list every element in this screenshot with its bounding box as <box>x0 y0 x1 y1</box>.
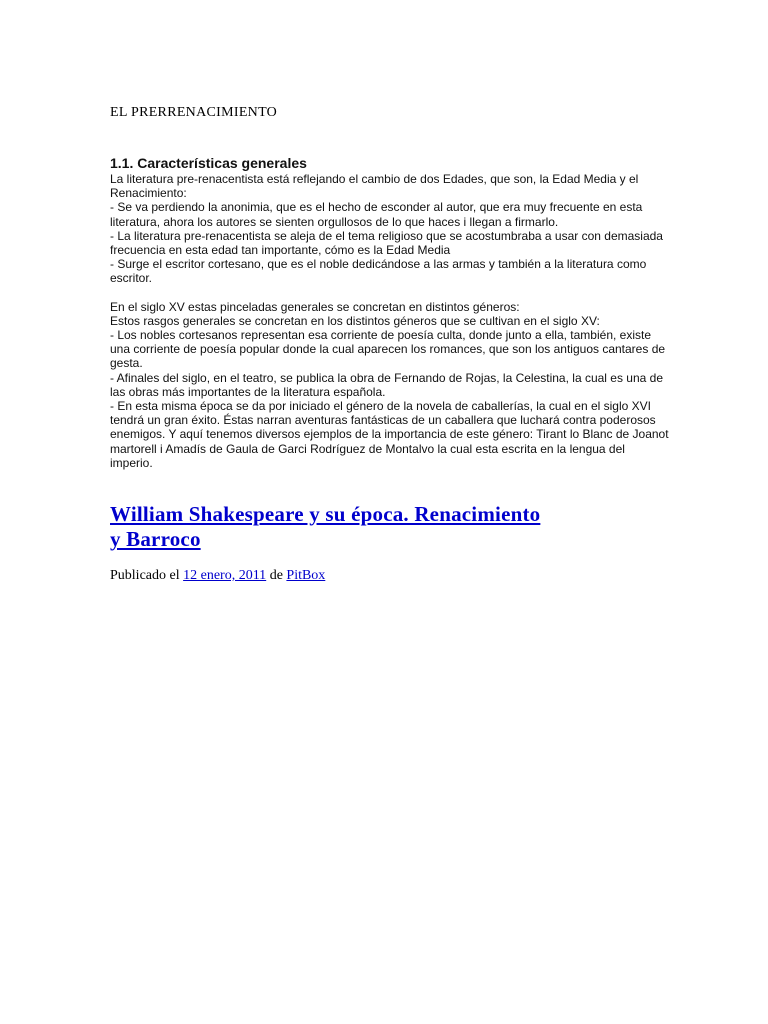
document-title: EL PRERRENACIMIENTO <box>110 105 278 120</box>
paragraph-rasgos: Estos rasgos generales se concretan en los distintos géneros que se cultivan en el siglo XV: <box>110 313 600 328</box>
paragraph-intro: La literatura pre-renacentista está reflejando el cambio de dos Edades, que son, la Edad Media y el Renacimiento: <box>110 172 639 201</box>
post-date-link[interactable]: 12 enero, 2011 <box>183 568 267 583</box>
paragraph-caballerias: - En esta misma época se da por iniciado el género de la novela de caballerías, la cual en el siglo XVI tendrá un gran éxito. Éstas narran aventuras fantásticas de un caballera que luchará contra poderosos enemigos. Y aquí tenemos diversos ejemplos de la importancia de este género: Tirant lo Blanc de Joanot martorell i Amadís de Gaula de Garci Rodríguez de Montalvo la cual esta escrita en la lengua del imperio. <box>110 399 669 470</box>
post-title-link[interactable] <box>110 502 630 552</box>
paragraph-cortesano: - Surge el escritor cortesano, que es el noble dedicándose a las armas y también a la literatura como escritor. <box>110 257 647 286</box>
section-caracteristicas <box>110 155 670 470</box>
post-author-link[interactable]: PitBox <box>286 568 326 583</box>
paragraph-religioso: - La literatura pre-renacentista se aleja de el tema religioso que se acostumbraba a usar con demasiada frecuencia en esta edad tan importante, cómo es la Edad Media <box>110 228 663 258</box>
paragraph-siglo-xv: En el siglo XV estas pinceladas generales se concretan en distintos géneros: <box>110 299 520 314</box>
paragraph-nobles: - Los nobles cortesanos representan esa corriente de poesía culta, donde junto a ella, también, existe una corriente de poesía popular donde la cual aparecen los romances, que son los antiguos cantares de gesta. <box>110 328 666 371</box>
section-heading: 1.1. Características generales <box>110 155 307 171</box>
post-title-line-1[interactable]: William Shakespeare y su época. Renacimiento <box>110 502 541 526</box>
paragraph-anonimia: - Se va perdiendo la anonimia, que es el hecho de esconder al autor, que era muy frecuente en esta literatura, ahora los autores se sienten orgullosos de lo que haces i llegan a firmarlo. <box>110 200 643 229</box>
post-title-line-2[interactable]: y Barroco <box>110 527 201 551</box>
author-prefix: de <box>266 568 287 583</box>
published-prefix: Publicado el <box>110 568 184 583</box>
paragraph-teatro: - Afinales del siglo, en el teatro, se publica la obra de Fernando de Rojas, la Celestina, la cual es una de las obras más importantes de la literatura española. <box>110 370 664 399</box>
paragraph-gap <box>110 286 670 300</box>
post-meta <box>110 568 325 584</box>
